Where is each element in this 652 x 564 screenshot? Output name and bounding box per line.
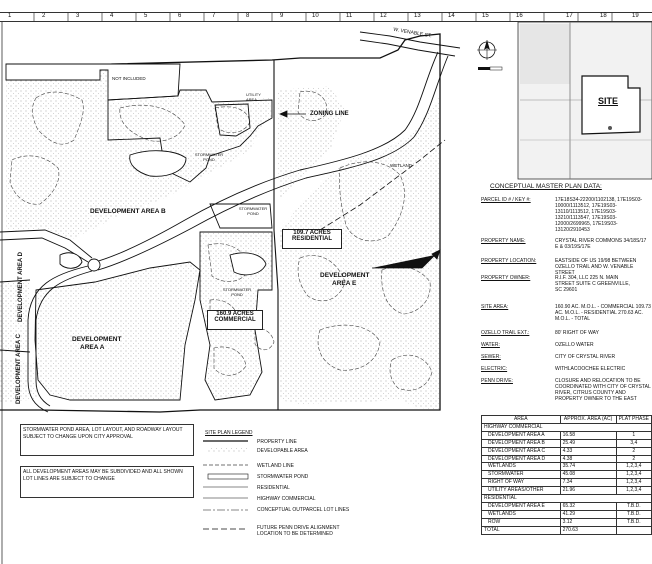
grid-number: 19 — [632, 13, 639, 19]
table-cell: T.B.D. — [616, 502, 651, 510]
table-cell: 16.58 — [560, 431, 616, 439]
table-cell: T.B.D. — [616, 518, 651, 526]
grid-numbers — [0, 13, 652, 21]
legend-item: CONCEPTUAL OUTPARCEL LOT LINES — [257, 507, 350, 513]
site-plan-legend — [203, 430, 363, 560]
table-cell: RIGHT OF WAY — [482, 479, 561, 487]
legend-item: HIGHWAY COMMERCIAL — [257, 496, 316, 502]
grid-number: 17 — [566, 13, 573, 19]
legend-item: PROPERTY LINE — [257, 439, 297, 445]
table-cell: DEVELOPMENT AREA D — [482, 455, 561, 463]
commercial-acreage-box: 160.9 ACRES COMMERCIAL — [207, 310, 263, 330]
roundabout — [88, 259, 100, 271]
grid-number: 8 — [246, 13, 250, 19]
table-cell: 2 — [616, 455, 651, 463]
table-section-row — [482, 495, 652, 503]
table-row — [482, 487, 652, 495]
development-area-a-label: AREA A — [80, 344, 105, 351]
grid-number: 4 — [110, 13, 114, 19]
table-cell: HIGHWAY COMMERCIAL — [482, 423, 652, 431]
grid-number: 3 — [76, 13, 80, 19]
table-header-row — [482, 416, 652, 424]
legend-item: DEVELOPABLE AREA — [257, 448, 308, 454]
table-cell: 1,2,3,4 — [616, 471, 651, 479]
grid-number: 16 — [516, 13, 523, 19]
table-cell: WETLANDS — [482, 463, 561, 471]
column-header: PLAT PHASE — [616, 416, 651, 424]
table-cell: DEVELOPMENT AREA C — [482, 447, 561, 455]
table-cell: 1,2,3,4 — [616, 487, 651, 495]
table-cell: 45.08 — [560, 471, 616, 479]
stormwater-pond-label: STORMWATER POND — [222, 287, 252, 297]
legend-item: WETLAND LINE — [257, 463, 294, 469]
utility-area-label: UTILITY AREA — [246, 92, 261, 102]
grid-number: 6 — [178, 13, 182, 19]
table-cell: 21.96 — [560, 487, 616, 495]
column-header: AREA — [482, 416, 561, 424]
grid-number: 18 — [600, 13, 607, 19]
development-area-c-label: DEVELOPMENT AREA C — [15, 334, 22, 404]
table-cell — [616, 526, 651, 534]
table-cell: 4.38 — [560, 455, 616, 463]
table-cell: 35.74 — [560, 463, 616, 471]
table-cell: 1 — [616, 431, 651, 439]
table-cell: DEVELOPMENT AREA A — [482, 431, 561, 439]
grid-number: 7 — [212, 13, 216, 19]
column-header: APPROX. AREA (AC) — [560, 416, 616, 424]
table-cell: 7.34 — [560, 479, 616, 487]
table-row — [482, 502, 652, 510]
table-cell: 4.33 — [560, 447, 616, 455]
grid-number: 14 — [448, 13, 455, 19]
development-area-a-label: DEVELOPMENT — [72, 336, 122, 343]
grid-number: 10 — [312, 13, 319, 19]
table-cell: DEVELOPMENT AREA B — [482, 439, 561, 447]
note-box-1: STORMWATER POND AREA, LOT LAYOUT, AND ROADWAY LAYOUT SUBJECT TO CHANGE UPON CITY APPROVAL — [20, 424, 194, 456]
table-cell: T.B.D. — [616, 510, 651, 518]
table-cell: 2 — [616, 447, 651, 455]
table-cell: 1,2,3,4 — [616, 479, 651, 487]
site-label: SITE — [598, 96, 619, 106]
legend-item: RESIDENTIAL — [257, 485, 290, 491]
development-area-e-label: DEVELOPMENT — [320, 272, 370, 279]
table-row — [482, 510, 652, 518]
table-row — [482, 455, 652, 463]
grid-number: 11 — [346, 13, 353, 19]
table-cell: 3.12 — [560, 518, 616, 526]
table-row — [482, 447, 652, 455]
grid-number: 15 — [482, 13, 489, 19]
table-section-row — [482, 423, 652, 431]
table-cell: 1,2,3,4 — [616, 463, 651, 471]
development-area-d-label: DEVELOPMENT AREA D — [17, 252, 24, 322]
stormwater-pond-label: STORMWATER POND — [194, 152, 224, 162]
legend-title: SITE PLAN LEGEND — [205, 430, 253, 436]
master-plan-title: CONCEPTUAL MASTER PLAN DATA: — [490, 183, 602, 190]
master-plan-data: PARCEL ID # / KEY #: 17E18S34-22200/1102138, 17E19S03-10000/1113512, 17E19S03-13110/1113512, 17E19S03-13210/1113547, 17E19S03-12000/2699965, 17E19S03-13120/2910453 PROPERTY NAME: CRYSTAL RIVER COMMONS 34/18S/17 E & 03/19S/17E PROPERTY LOCATION: EASTSIDE OF US 19/98 BETWEEN OZELLO TRAIL AND W. VENABLE STREET PROPERTY OWNER: R.I.F. 304, LLC 225 N. MAIN STREET SUITE C GREENVILLE, SC 29601 SITE AREA: 160.90 AC. M.O.L. - COMMERCIAL 109.73 AC. M.O.L. - RESIDENTIAL 270.63 AC. M.O.L. - TOTAL OZELLO TRAIL EXT.: 80' RIGHT OF WAY WATER: OZELLO WATER SEWER: CITY OF CRYSTAL RIVER ELECTRIC: WITHLACOOCHEE ELECTRIC PENN DRIVE: CLOSURE AND RELOCATION TO BE COORDINATED WITH CITY OF CRYSTAL RIVER, CITRUS COUNTY AND PROPERTY OWNER TO THE EAST — [481, 197, 651, 402]
grid-number: 12 — [380, 13, 387, 19]
scale-bar-icon — [478, 67, 502, 70]
area-table — [481, 415, 652, 535]
table-cell: 65.32 — [560, 502, 616, 510]
residential-acreage-box: 109.7 ACRES RESIDENTIAL — [282, 229, 342, 249]
developable-area-fill — [0, 70, 440, 410]
table-cell: WETLANDS — [482, 510, 561, 518]
table-row — [482, 471, 652, 479]
table-cell: DEVELOPMENT AREA E — [482, 502, 561, 510]
development-area-b-label: DEVELOPMENT AREA B — [90, 208, 166, 215]
grid-number: 13 — [414, 13, 421, 19]
table-cell: 25.49 — [560, 439, 616, 447]
not-included-label: NOT INCLUDED — [112, 76, 146, 81]
table-cell: RESIDENTIAL — [482, 495, 652, 503]
stormwater-pond-label: STORMWATER POND — [238, 206, 268, 216]
table-cell: 41.29 — [560, 510, 616, 518]
legend-item: STORMWATER POND — [257, 474, 309, 480]
zoning-line-label: ZONING LINE — [310, 111, 349, 117]
table-row — [482, 518, 652, 526]
table-cell: 270.63 — [560, 526, 616, 534]
grid-number: 1 — [8, 13, 12, 19]
wetland-label: WETLAND — [390, 163, 413, 168]
development-area-e-label: AREA E — [332, 280, 357, 287]
grid-number: 9 — [280, 13, 284, 19]
table-cell: STORMWATER — [482, 471, 561, 479]
table-row — [482, 439, 652, 447]
table-total-row — [482, 526, 652, 534]
note-box-2: ALL DEVELOPMENT AREAS MAY BE SUBDIVIDED AND ALL SHOWN LOT LINES ARE SUBJECT TO CHANGE — [20, 466, 194, 498]
table-cell: UTILITY AREAS/OTHER — [482, 487, 561, 495]
table-cell: TOTAL — [482, 526, 561, 534]
table-row — [482, 479, 652, 487]
legend-future-penn: FUTURE PENN DRIVE ALIGNMENT LOCATION TO BE DETERMINED — [257, 525, 340, 537]
north-arrow-icon — [477, 40, 497, 60]
vicinity-map-inset — [518, 22, 652, 179]
table-row — [482, 431, 652, 439]
grid-number: 2 — [42, 13, 46, 19]
street-label: W. VENABLE ST. — [392, 26, 433, 40]
table-cell: ROW — [482, 518, 561, 526]
grid-number: 5 — [144, 13, 148, 19]
table-row — [482, 463, 652, 471]
table-cell: 3,4 — [616, 439, 651, 447]
